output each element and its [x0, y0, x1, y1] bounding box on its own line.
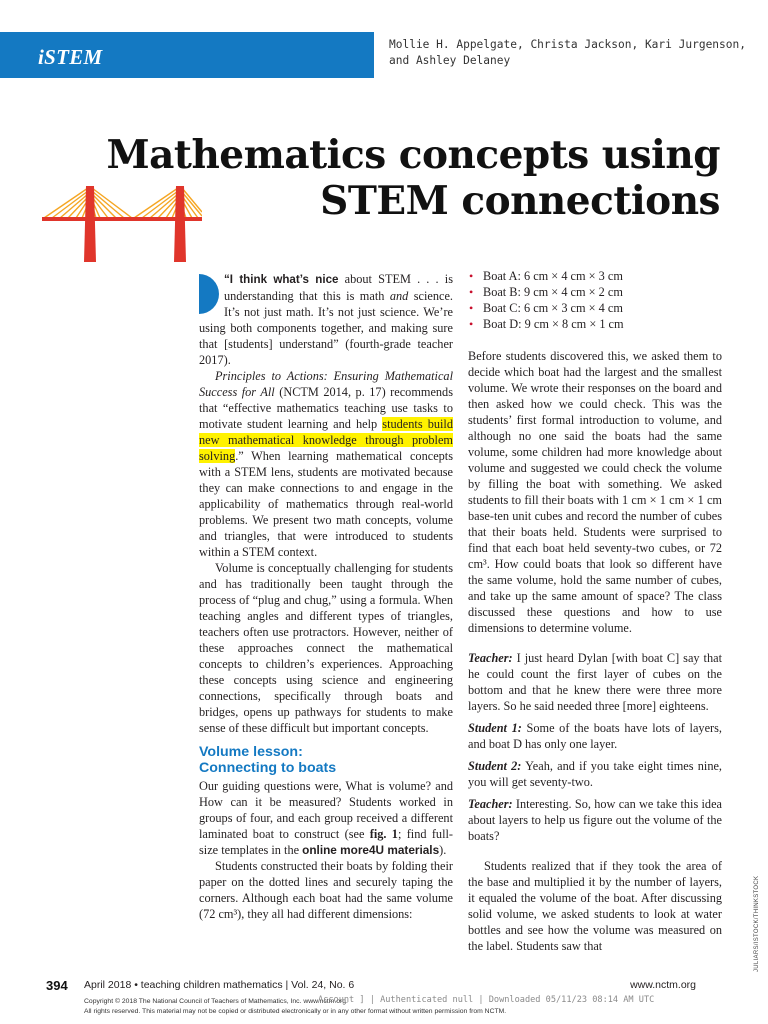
dialogue-line	[468, 650, 722, 714]
left-column	[199, 271, 453, 922]
dialogue-line	[468, 720, 722, 752]
spacer	[468, 636, 722, 650]
principles-text-2: .” When learning mathematical concepts with a STEM lens, students are motivated because they can make connections to and engage in the applicability of mathematics through real-world problems. We present two math concepts, volume and triangles, that were introduced to students within a STEM context.	[199, 449, 453, 559]
boat-c: Boat C: 6 cm × 3 cm × 4 cm	[483, 301, 623, 315]
paragraph-principles	[199, 368, 453, 560]
boat-d: Boat D: 9 cm × 8 cm × 1 cm	[483, 317, 624, 331]
dialogue-text: Some of the boats have lots of layers, and boat D has only one layer.	[468, 721, 722, 751]
quote-text-1: about STEM . . . is understanding that this is math	[224, 272, 453, 303]
boat-list	[468, 268, 722, 332]
guiding-text-3: ).	[439, 843, 447, 857]
paragraph-before-discovery: Before students discovered this, we asked them to decide which boat had the largest and the smallest volume. We wrote their responses on the board and then asked how we could check. This was the students’ first formal introduction to volume, and although no one said the boats had the same volume, some children had more knowledge about volume and suggested we could check the volume by filling the boat with something. We asked students to fill their boats with 1 cm × 1 cm × 1 cm base-ten unit cubes and record the number of cubes that their boats held. Students were surprised to find that each boat held seventy-two cubes, or 72 cm³. How could boats that look so different have the same volume, hold the same number of cubes, and take up the same amount of space? The class discussed these questions and how to use dimensions to determine volume.	[468, 349, 722, 635]
dialogue-line	[468, 796, 722, 844]
speaker: Teacher:	[468, 797, 513, 811]
paragraph-guiding-questions	[199, 778, 453, 858]
highlighted-text: students build new mathematical knowledge through problem solving	[199, 417, 453, 463]
download-watermark: Account ] | Authenticated null | Downloaded 05/11/23 08:14 AM UTC	[318, 995, 655, 1005]
opening-paragraph	[199, 271, 453, 368]
authors-line-1: Mollie H. Appelgate, Christa Jackson, Kari Jurgenson,	[389, 38, 746, 51]
quote-lead: “I think what’s nice	[224, 273, 339, 286]
guiding-text-2: ; find full-size templates in the	[199, 827, 454, 857]
opening-quote	[199, 271, 453, 368]
quote-text-2: science. It’s not just math. It’s not just science. We’re using both components together, and making sure that [students] understand” (fourth-grade teacher 2017).	[199, 289, 453, 367]
bullet-icon: •	[469, 301, 474, 315]
section-heading-line-1: Volume lesson:	[199, 744, 303, 760]
page-number: 394	[46, 978, 68, 993]
journal-info: April 2018 • teaching children mathematics | Vol. 24, No. 6	[84, 979, 355, 991]
principles-text-1: (NCTM 2014, p. 17) recommends that “effective mathematics teaching use tasks to motivate student learning and help	[199, 385, 453, 431]
bridge-illustration	[42, 182, 202, 264]
list-item	[468, 316, 722, 332]
figure-reference: fig. 1	[369, 827, 398, 841]
paragraph-volume-intro: Volume is conceptually challenging for students and has traditionally been taught through the process of “plug and chug,” using a formula. When teaching angles and different types of triangles, teachers often use protractors. However, neither of these approaches connect the mathematical concepts to children’s experiences. Approaching these concepts using science and engineering connections, specifically through boats and bridges, opens up pathways for students to make sense of these difficult but important concepts.	[199, 561, 453, 735]
photo-credit: JULIARS/ISTOCK/THINKSTOCK	[754, 875, 760, 972]
copyright-line-1: Copyright © 2018 The National Council of Teachers of Mathematics, Inc. www.nctm.org.	[84, 998, 348, 1005]
dialogue-text: Yeah, and if you take eight times nine, you will get seventy-two.	[468, 759, 722, 789]
section-label: iSTEM	[38, 45, 103, 69]
list-item	[468, 284, 722, 300]
boat-b: Boat B: 9 cm × 4 cm × 2 cm	[483, 285, 623, 299]
paragraph-area-of-base: Students realized that if they took the area of the base and multiplied it by the number of layers, it equaled the volume of the boat. After discussing solid volume, we asked students to look at water bottles and see how the volume was measured on the label. Students saw that	[468, 859, 722, 953]
book-title: Principles to Actions: Ensuring Mathematical Success for All	[199, 369, 453, 399]
dialogue-text: Interesting. So, how can we take this idea about layers to help us figure out the volume of the boats?	[468, 797, 722, 843]
right-column	[468, 268, 722, 954]
authors	[389, 37, 749, 69]
list-item	[468, 268, 722, 284]
paragraph-construction: Students constructed their boats by folding their paper on the dotted lines and securely taping the corners. Although each boat had the same volume (72 cm³), they all had different dimensions:	[199, 859, 453, 921]
quote-and: and	[389, 289, 409, 303]
copyright-line-2: All rights reserved. This material may not be copied or distributed electronically or in any other format without written permission from NCTM.	[84, 1008, 507, 1015]
speaker: Student 2:	[468, 759, 522, 773]
dialogue-text: I just heard Dylan [with boat C] say that he could count the first layer of cubes on the bottom and that he knew there were three more layers. So he said needed three [more] eighteens.	[468, 651, 722, 713]
dialogue-line	[468, 758, 722, 790]
bullet-icon: •	[469, 269, 474, 283]
authors-line-2: and Ashley Delaney	[389, 54, 511, 67]
list-item	[468, 300, 722, 316]
spacer	[468, 844, 722, 858]
title-line-1: Mathematics concepts using	[106, 132, 720, 178]
bullet-icon: •	[469, 317, 474, 331]
section-heading	[199, 744, 453, 776]
boat-a: Boat A: 6 cm × 4 cm × 3 cm	[483, 269, 623, 283]
footer-url[interactable]: www.nctm.org	[630, 979, 696, 991]
section-heading-line-2: Connecting to boats	[199, 760, 337, 776]
title-line-2: STEM connections	[320, 178, 720, 224]
guiding-text-1: Our guiding questions were, What is volume? and How can it be measured? Students worked in groups of four, and each group received a different laminated boat to construct (see	[199, 779, 453, 841]
online-materials-link[interactable]: online more4U materials	[302, 843, 440, 857]
speaker: Teacher:	[468, 651, 513, 665]
dropcap-shape	[199, 274, 219, 314]
speaker: Student 1:	[468, 721, 522, 735]
bullet-icon: •	[469, 285, 474, 299]
